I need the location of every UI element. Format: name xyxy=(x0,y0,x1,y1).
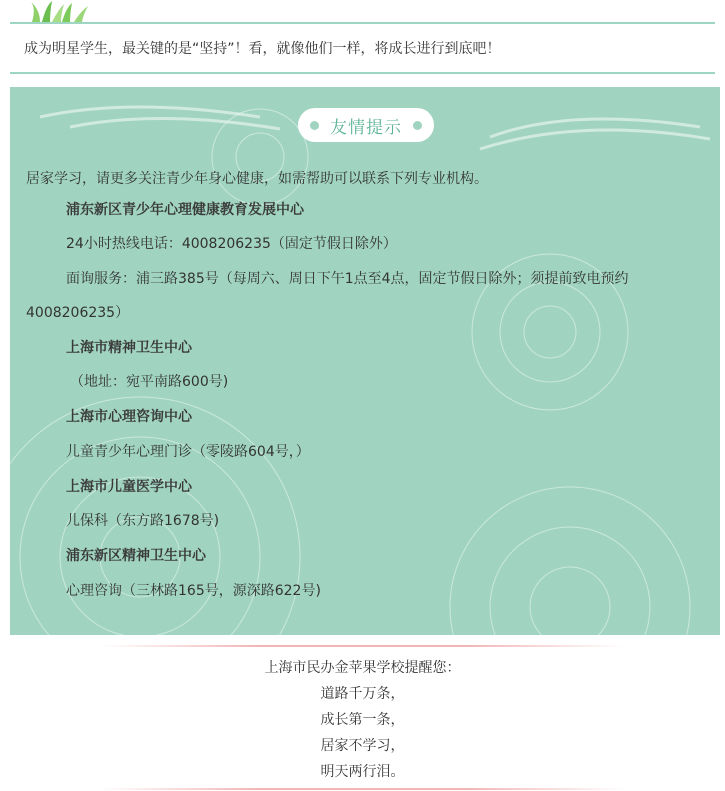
institution-detail: 4008206235） xyxy=(26,305,130,321)
institution-detail: 心理咨询（三林路165号，源深路622号) xyxy=(66,583,321,599)
footer-line: 成长第一条， xyxy=(320,712,405,728)
institution-name: 上海市精神卫生中心 xyxy=(66,340,192,356)
badge-dot-left xyxy=(310,121,319,130)
intro-divider xyxy=(10,72,715,74)
footer-line: 居家不学习， xyxy=(320,738,405,754)
footer-line: 明天两行泪。 xyxy=(320,764,405,780)
intro-text: 成为明星学生，最关键的是“坚持”！看，就像他们一样，将成长进行到底吧！ xyxy=(24,41,501,57)
institution-name: 上海市心理咨询中心 xyxy=(66,409,192,425)
lead-text: 居家学习，请更多关注青少年身心健康，如需帮助可以联系下列专业机构。 xyxy=(26,171,488,187)
top-divider xyxy=(10,22,715,24)
institution-detail: 面询服务：浦三路385号（每周六、周日下午1点至4点，固定节假日除外；须提前致电预约 xyxy=(66,271,629,287)
tips-panel xyxy=(10,87,720,635)
institution-name: 上海市儿童医学中心 xyxy=(66,479,192,495)
footer-line: 道路千万条， xyxy=(320,686,405,702)
section-title: 友情提示 xyxy=(330,117,402,138)
footer-divider-bottom xyxy=(100,788,625,790)
header-area xyxy=(0,0,725,80)
institution-detail: 儿童青少年心理门诊（零陵路604号，） xyxy=(66,444,310,460)
institution-name: 浦东新区青少年心理健康教育发展中心 xyxy=(66,202,304,218)
footer-line: 上海市民办金苹果学校提醒您： xyxy=(264,660,461,676)
grass-decoration-icon xyxy=(28,0,98,22)
institution-detail: 24小时热线电话：4008206235（固定节假日除外） xyxy=(66,236,397,252)
badge-dot-right xyxy=(413,121,422,130)
footer-divider-top xyxy=(100,645,625,647)
institution-detail: （地址：宛平南路600号) xyxy=(70,374,229,390)
section-title-badge xyxy=(298,108,434,142)
institution-detail: 儿保科（东方路1678号) xyxy=(66,513,220,529)
footer-reminder xyxy=(0,655,725,785)
institution-name: 浦东新区精神卫生中心 xyxy=(66,548,206,564)
